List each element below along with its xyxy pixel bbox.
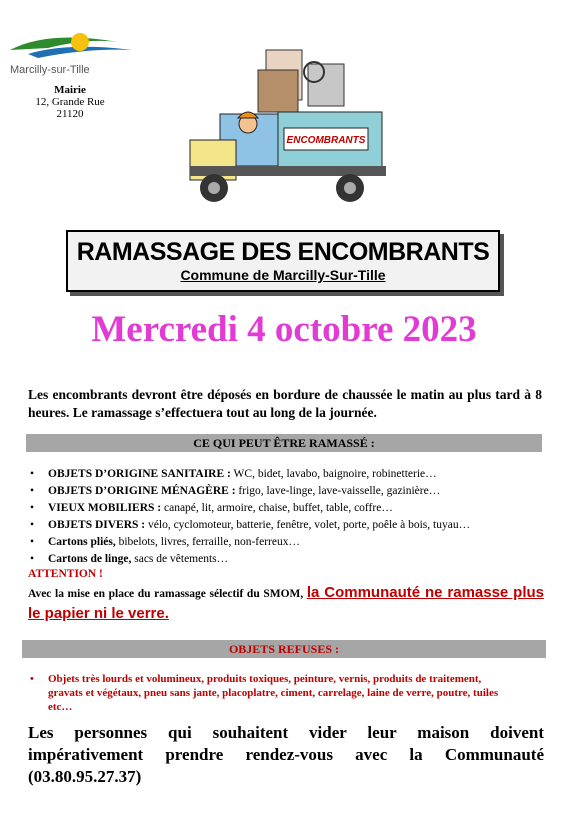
list-item: • Cartons de linge, sacs de vêtements… xyxy=(28,551,548,568)
list-item: • OBJETS DIVERS : vélo, cyclomoteur, batterie, fenêtre, volet, porte, poêle à bois, tuyau… xyxy=(28,517,548,534)
truck-illustration xyxy=(186,40,386,210)
address-line-1: 12, Grande Rue xyxy=(35,96,105,108)
list-item: • Objets très lourds et volumineux, produits toxiques, peinture, vernis, produits de traitement, gravats et végétaux, pneu sans jante, placoplatre, ciment, carrelage, laine de verre, poutre, tuiles etc… xyxy=(28,672,518,714)
event-date: Mercredi 4 octobre 2023 xyxy=(91,309,477,350)
attention-highlight: la Communauté ne ramasse plus le papier ni le verre. xyxy=(28,584,545,622)
attention-text xyxy=(28,583,544,625)
list-item: • OBJETS D’ORIGINE MÉNAGÈRE : frigo, lave-linge, lave-vaisselle, gazinière… xyxy=(28,483,548,500)
allowed-list xyxy=(28,466,548,568)
page-title: RAMASSAGE DES ENCOMBRANTS xyxy=(76,238,490,266)
refused-list xyxy=(28,672,518,714)
title-box xyxy=(66,230,500,292)
page-subtitle: Commune de Marcilly-Sur-Tille xyxy=(180,267,386,283)
refused-heading: OBJETS REFUSES : xyxy=(22,640,546,658)
truck-sign: ENCOMBRANTS xyxy=(286,135,366,146)
mairie-address xyxy=(30,84,110,120)
commune-name: Marcilly-sur-Tille xyxy=(10,64,90,76)
attention-label: ATTENTION ! xyxy=(28,568,103,580)
address-line-2: 21120 xyxy=(56,108,84,120)
final-notice: Les personnes qui souhaitent vider leur maison doivent impérativement prendre rendez-vous avec la Communauté (03.80.95.27.37) xyxy=(28,723,544,786)
list-item: • Cartons pliés, bibelots, livres, ferraille, non-ferreux… xyxy=(28,534,548,551)
intro-text: Les encombrants devront être déposés en bordure de chaussée le matin au plus tard à 8 heures. Le ramassage s’effectuera tout au long de la journée. xyxy=(28,387,542,420)
allowed-heading: CE QUI PEUT ÊTRE RAMASSÉ : xyxy=(26,434,542,452)
list-item: • OBJETS D’ORIGINE SANITAIRE : WC, bidet, lavabo, baignoire, robinetterie… xyxy=(28,466,548,483)
list-item: • VIEUX MOBILIERS : canapé, lit, armoire, chaise, buffet, table, coffre… xyxy=(28,500,548,517)
attention-body: Avec la mise en place du ramassage sélectif du SMOM, xyxy=(28,588,304,600)
mairie-title: Mairie xyxy=(54,84,86,96)
